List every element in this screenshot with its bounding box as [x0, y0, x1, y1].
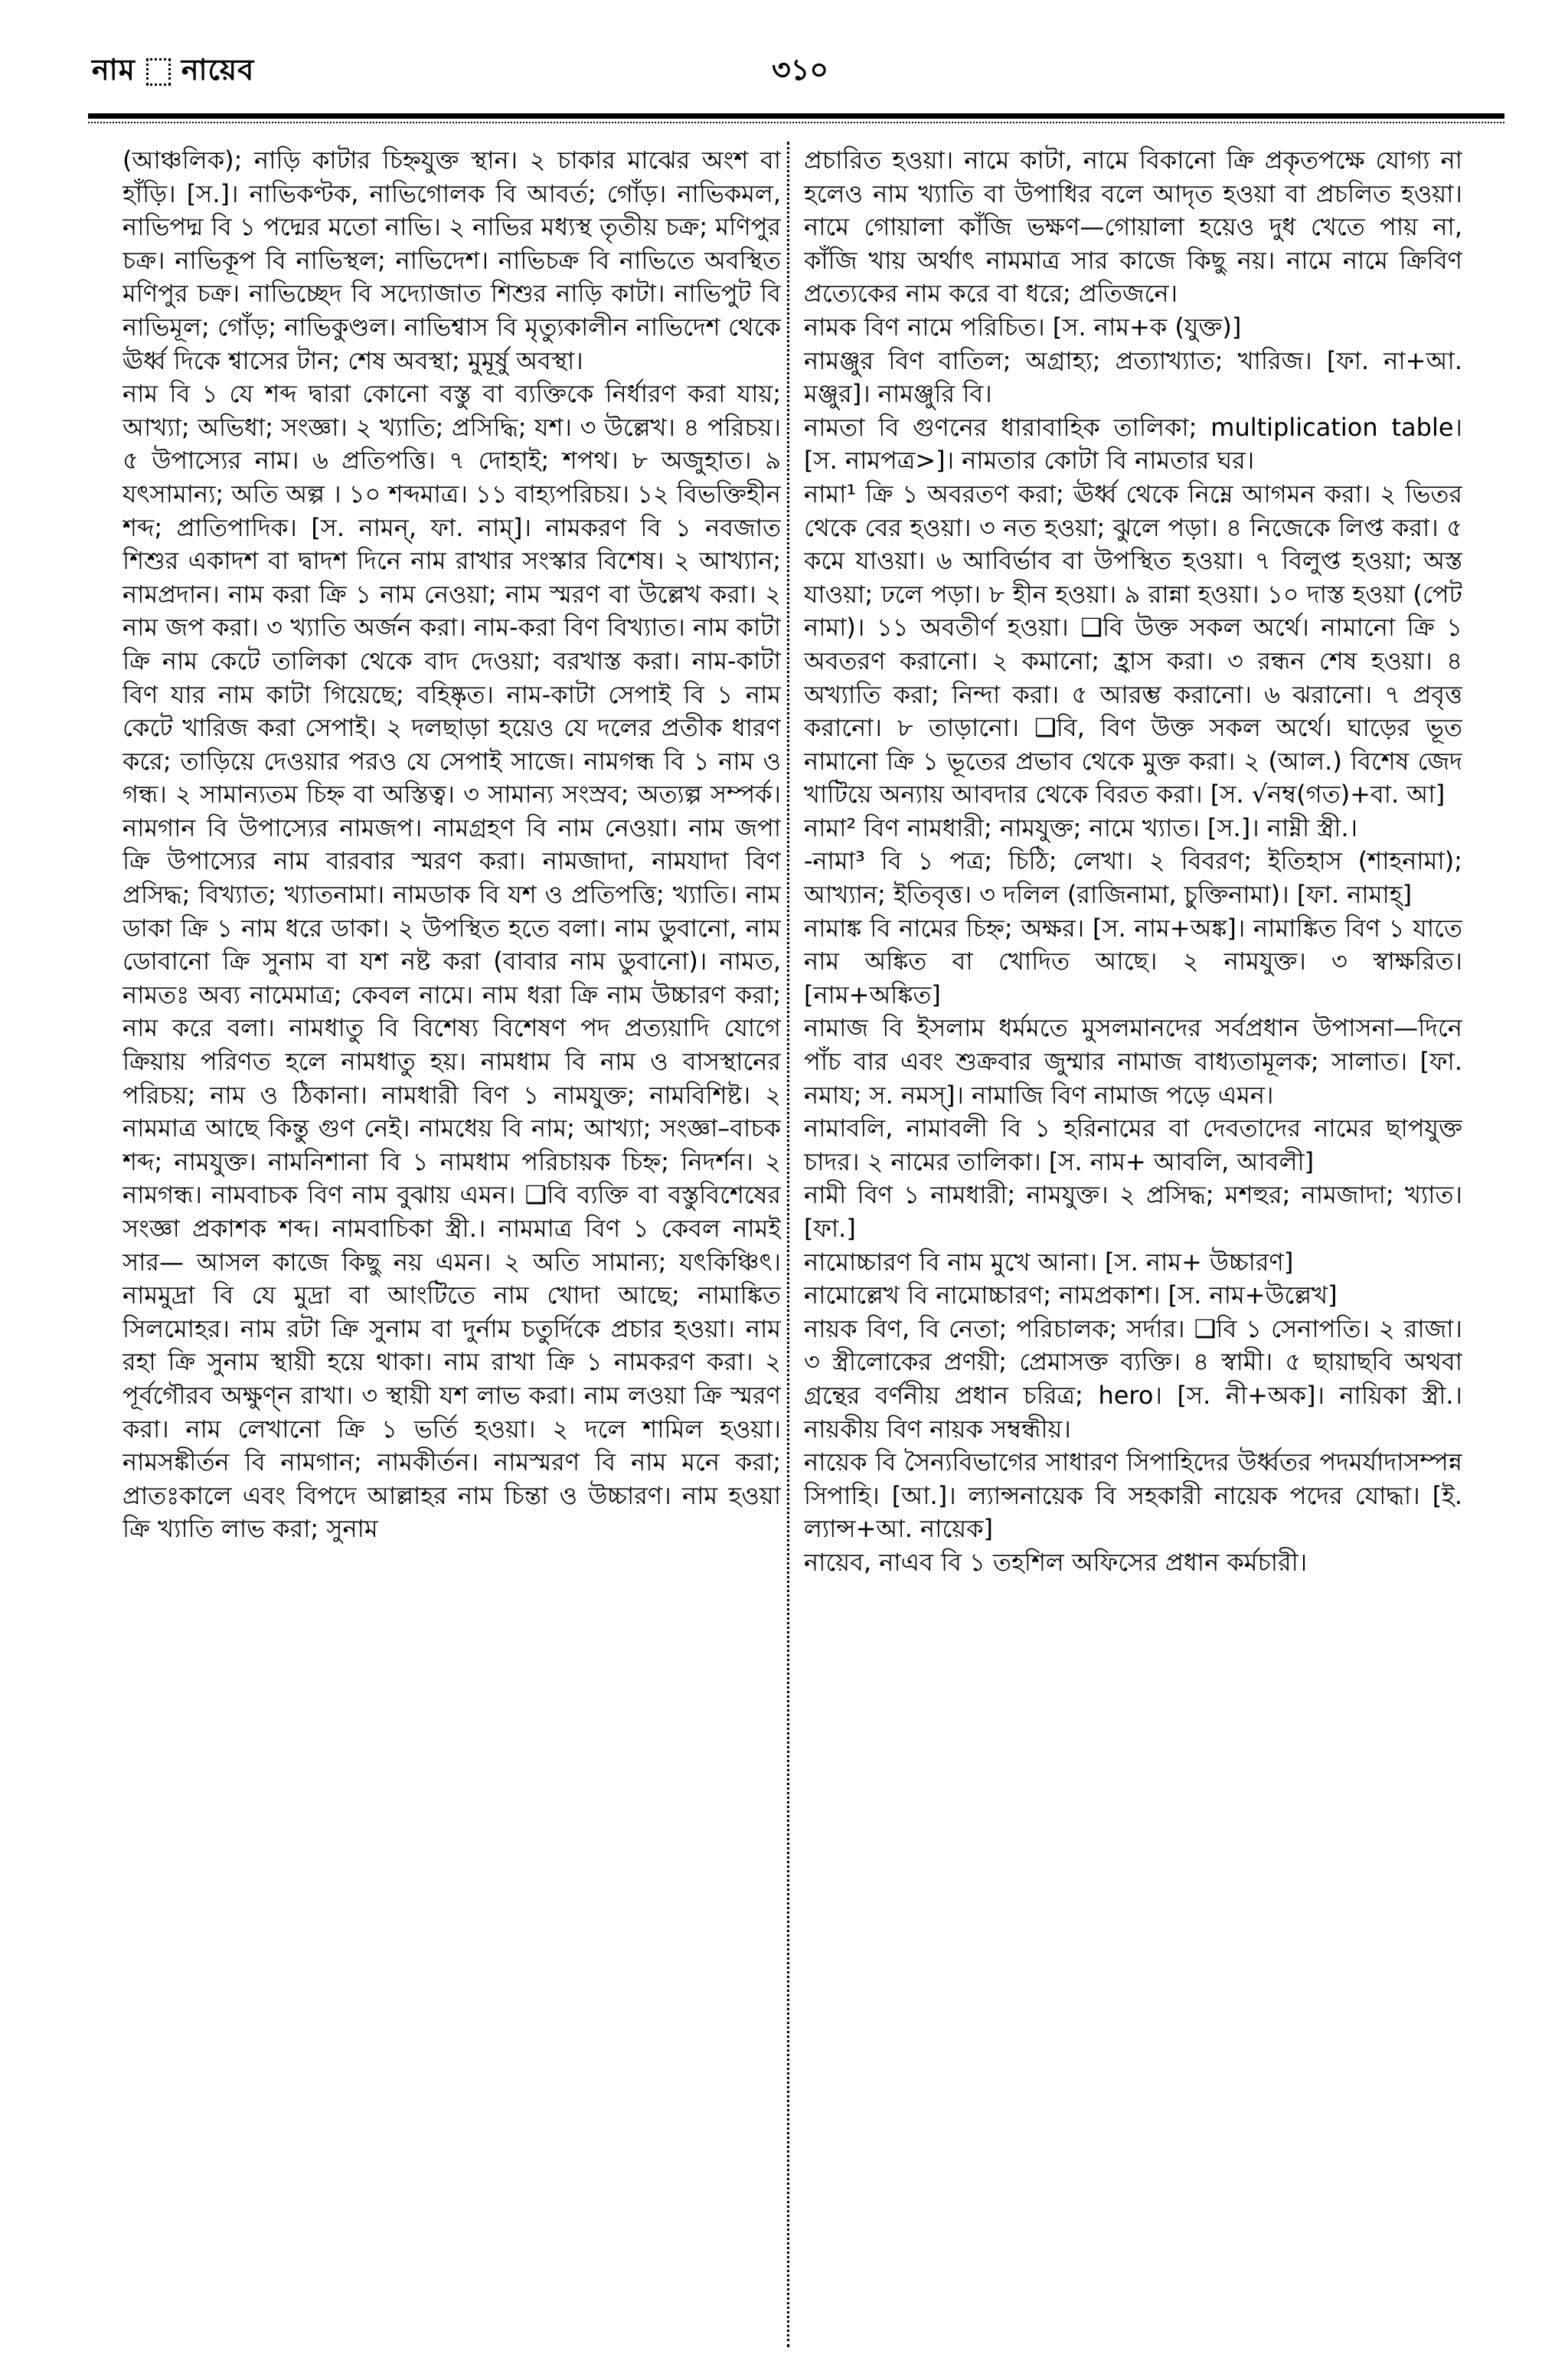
guide-word-first: নাম [92, 53, 136, 87]
page-header [0, 0, 1568, 115]
page-number: ৩১০ [772, 53, 829, 87]
dictionary-entry: নায়ক বিণ, বি নেতা; পরিচালক; সর্দার। ❑বি ১ সেনাপতি। ২ রাজা। ৩ স্ত্রীলোকের প্রণয়ী; প্রেমাসক্ত ব্যক্তি। ৪ স্বামী। ৫ ছায়াছবি অথবা গ্রন্থের বর্ণনীয় প্রধান চরিত্র; hero। [স. নী+অক]। নায়িকা স্ত্রী.। নায়কীয় বিণ নায়ক সম্বন্ধীয়। [804, 1313, 1462, 1444]
dictionary-entry: নামাঙ্ক বি নামের চিহ্ন; অক্ষর। [স. নাম+অঙ্ক]। নামাঙ্কিত বিণ ১ যাতে নাম অঙ্কিত বা খোদিত আছে। ২ নামযুক্ত। ৩ স্বাক্ষরিত। [নাম+অঙ্কিত] [804, 913, 1462, 1009]
dictionary-entry: নামী বিণ ১ নামধারী; নামযুক্ত। ২ প্রসিদ্ধ; মশহুর; নামজাদা; খ্যাত। [ফা.] [804, 1180, 1462, 1243]
dictionary-entry: -নামা³ বি ১ পত্র; চিঠি; লেখা। ২ বিবরণ; ইতিহাস (শাহনামা); আখ্যান; ইতিবৃত্ত। ৩ দলিল (রাজিনামা, চুক্তিনামা)। [ফা. নামাহ্] [804, 846, 1462, 910]
left-column [122, 144, 781, 2349]
dictionary-entry: নামা¹ ক্রি ১ অবরতণ করা; ঊর্ধ্ব থেকে নিম্নে আগমন করা। ২ ভিতর থেকে বের হওয়া। ৩ নত হওয়া; ঝুলে পড়া। ৪ নিজেকে লিপ্ত করা। ৫ কমে যাওয়া। ৬ আবির্ভাব বা উপস্থিত হওয়া। ৭ বিলুপ্ত হওয়া; অস্ত যাওয়া; ঢলে পড়া। ৮ হীন হওয়া। ৯ রান্না হওয়া। ১০ দাস্ত হওয়া (পেট নামা)। ১১ অবতীর্ণ হওয়া। ❑বি উক্ত সকল অর্থে। নামানো ক্রি ১ অবতরণ করানো। ২ কমানো; হ্রাস করা। ৩ রন্ধন শেষ হওয়া। ৪ অখ্যাতি করা; নিন্দা করা। ৫ আরম্ভ করানো। ৬ ঝরানো। ৭ প্রবৃত্ত করানো। ৮ তাড়ানো। ❑বি, বিণ উক্ত সকল অর্থে। ঘাড়ের ভূত নামানো ক্রি ১ ভূতের প্রভাব থেকে মুক্ত করা। ২ (আল.) বিশেষ জেদ খাটিয়ে অন্যায় আবদার থেকে বিরত করা। [স. √নম্ব(গত)+বা. আ] [804, 479, 1462, 809]
column-divider [787, 142, 789, 2347]
dictionary-entry: নামাজ বি ইসলাম ধর্মমতে মুসলমানদের সর্বপ্রধান উপাসনা—দিনে পাঁচ বার এবং শুক্রবার জুম্মার নামাজ বাধ্যতামূলক; সালাত। [ফা. নমায; স. নমস্]। নামাজি বিণ নামাজ পড়ে এমন। [804, 1013, 1462, 1110]
dictionary-entry: (আঞ্চলিক); নাড়ি কাটার চিহ্নযুক্ত স্থান। ২ চাকার মাঝের অংশ বা হাঁড়ি। [স.]। নাভিকণ্টক, নাভিগোলক বি আবর্ত; গোঁড়। নাভিকমল, নাভিপদ্ম বি ১ পদ্মের মতো নাভি। ২ নাভির মধ্যস্থ তৃতীয় চক্র; মণিপুর চক্র। নাভিকূপ বি নাভিস্থল; নাভিদেশ। নাভিচক্র বি নাভিতে অবস্থিত মণিপুর চক্র। নাভিচ্ছেদ বি সদ্যোজাত শিশুর নাড়ি কাটা। নাভিপুট বি নাভিমূল; গোঁড়; নাভিকুণ্ডল। নাভিশ্বাস বি মৃত্যুকালীন নাভিদেশ থেকে ঊর্ধ্ব দিকে শ্বাসের টান; শেষ অবস্থা; মুমূর্ষু অবস্থা। [122, 146, 781, 375]
dictionary-entry: প্রচারিত হওয়া। নামে কাটা, নামে বিকানো ক্রি প্রকৃতপক্ষে যোগ্য না হলেও নাম খ্যাতি বা উপাধির বলে আদৃত হওয়া বা প্রচলিত হওয়া। নামে গোয়ালা কাঁজি ভক্ষণ—গোয়ালা হয়েও দুধ খেতে পায় না, কাঁজি খায় অর্থাৎ নামমাত্র সার কাজে কিছু নয়। নামে নামে ক্রিবিণ প্রত্যেকের নাম করে বা ধরে; প্রতিজনে। [804, 146, 1462, 309]
dictionary-entry: নামঞ্জুর বিণ বাতিল; অগ্রাহ্য; প্রত্যাখ্যাত; খারিজ। [ফা. না+আ. মঞ্জুর]। নামঞ্জুরি বি। [804, 345, 1462, 409]
dictionary-entry: নায়েব, নাএব বি ১ তহশিল অফিসের প্রধান কর্মচারী। [804, 1547, 1308, 1577]
header-rule [88, 113, 1504, 128]
dictionary-entry: নামোল্লেখ বি নামোচ্চারণ; নামপ্রকাশ। [স. নাম+উল্লেখ] [804, 1280, 1338, 1310]
guide-words [92, 47, 254, 96]
dictionary-entry: নায়েক বি সৈন্যবিভাগের সাধারণ সিপাহিদের উর্ধ্বতর পদমর্যাদাসম্পন্ন সিপাহি। [আ.]। ল্যান্সনায়েক বি সহকারী নায়েক পদের যোদ্ধা। [ই. ল্যান্স+আ. নায়েক] [804, 1447, 1462, 1544]
dictionary-entry: নামা² বিণ নামধারী; নামযুক্ত; নামে খ্যাত। [স.]। নাম্নী স্ত্রী.। [804, 813, 1358, 842]
dictionary-entry: নামোচ্চারণ বি নাম মুখে আনা। [স. নাম+ উচ্চারণ] [804, 1247, 1294, 1277]
guide-word-last: নায়েব [181, 53, 255, 87]
guide-separator-box [146, 58, 171, 86]
dictionary-entry: নামতা বি গুণনের ধারাবাহিক তালিকা; multiplication table। [স. নামপত্র>]। নামতার কোটা বি নামতার ঘর। [804, 412, 1462, 476]
dictionary-entry: নাম বি ১ যে শব্দ দ্বারা কোনো বস্তু বা ব্যক্তিকে নির্ধারণ করা যায়; আখ্যা; অভিধা; সংজ্ঞা। ২ খ্যাতি; প্রসিদ্ধি; যশ। ৩ উল্লেখ। ৪ পরিচয়। ৫ উপাস্যের নাম। ৬ প্রতিপত্তি। ৭ দোহাই; শপথ। ৮ অজুহাত। ৯ যৎসামান্য; অতি অল্প । ১০ শব্দমাত্র। ১১ বাহ্যপরিচয়। ১২ বিভক্তিহীন শব্দ; প্রাতিপাদিক। [স. নামন্, ফা. নাম্]। নামকরণ বি ১ নবজাত শিশুর একাদশ বা দ্বাদশ দিনে নাম রাখার সংস্কার বিশেষ। ২ আখ্যান; নামপ্রদান। নাম করা ক্রি ১ নাম নেওয়া; নাম স্মরণ বা উল্লেখ করা। ২ নাম জপ করা। ৩ খ্যাতি অর্জন করা। নাম-করা বিণ বিখ্যাত। নাম কাটা ক্রি নাম কেটে তালিকা থেকে বাদ দেওয়া; বরখাস্ত করা। নাম-কাটা বিণ যার নাম কাটা গিয়েছে; বহিষ্কৃত। নাম-কাটা সেপাই বি ১ নাম কেটে খারিজ করা সেপাই। ২ দলছাড়া হয়েও যে দলের প্রতীক ধারণ করে; তাড়িয়ে দেওয়ার পরও যে সেপাই সাজে। নামগন্ধ বি ১ নাম ও গন্ধ। ২ সামান্যতম চিহ্ন বা অস্তিত্ব। ৩ সামান্য সংস্রব; অত্যল্প সম্পর্ক। নামগান বি উপাস্যের নামজপ। নামগ্রহণ বি নাম নেওয়া। নাম জপা ক্রি উপাস্যের নাম বারবার স্মরণ করা। নামজাদা, নামযাদা বিণ প্রসিদ্ধ; বিখ্যাত; খ্যাতনামা। নামডাক বি যশ ও প্রতিপত্তি; খ্যাতি। নাম ডাকা ক্রি ১ নাম ধরে ডাকা। ২ উপস্থিত হতে বলা। নাম ডুবানো, নাম ডোবানো ক্রি সুনাম বা যশ নষ্ট করা (বাবার নাম ডুবানো)। নামত, নামতঃ অব্য নামেমাত্র; কেবল নামে। নাম ধরা ক্রি নাম উচ্চারণ করা; নাম করে বলা। নামধাতু বি বিশেষ্য বিশেষণ পদ প্রত্যয়াদি যোগে ক্রিয়ায় পরিণত হলে নামধাতু হয়। নামধাম বি নাম ও বাসস্থানের পরিচয়; নাম ও ঠিকানা। নামধারী বিণ ১ নামযুক্ত; নামবিশিষ্ট। ২ নামমাত্র আছে কিন্তু গুণ নেই। নামধেয় বি নাম; আখ্যা; সংজ্ঞা–বাচক শব্দ; নামযুক্ত। নামনিশানা বি ১ নামধাম পরিচায়ক চিহ্ন; নিদর্শন। ২ নামগন্ধ। নামবাচক বিণ নাম বুঝায় এমন। ❑বি ব্যক্তি বা বস্তুবিশেষের সংজ্ঞা প্রকাশক শব্দ। নামবাচিকা স্ত্রী.। নামমাত্র বিণ ১ কেবল নামই সার— আসল কাজে কিছু নয় এমন। ২ অতি সামান্য; যৎকিঞ্চিৎ। নামমুদ্রা বি যে মুদ্রা বা আংটিতে নাম খোদা আছে; নামাঙ্কিত সিলমোহর। নাম রটা ক্রি সুনাম বা দুর্নাম চতুর্দিকে প্রচার হওয়া। নাম রহা ক্রি সুনাম স্থায়ী হয়ে থাকা। নাম রাখা ক্রি ১ নামকরণ করা। ২ পূর্বগৌরব অক্ষুণ্ন রাখা। ৩ স্থায়ী যশ লাভ করা। নাম লওয়া ক্রি স্মরণ করা। নাম লেখানো ক্রি ১ ভর্তি হওয়া। ২ দলে শামিল হওয়া। নামসঙ্কীর্তন বি নামগান; নামকীর্তন। নামস্মরণ বি নাম মনে করা; প্রাতঃকালে এবং বিপদে আল্লাহর নাম চিন্তা ও উচ্চারণ। নাম হওয়া ক্রি খ্যাতি লাভ করা; সুনাম [122, 379, 781, 1544]
dictionary-entry: নামাবলি, নামাবলী বি ১ হরিনামের বা দেবতাদের নামের ছাপযুক্ত চাদর। ২ নামের তালিকা। [স. নাম+ আবলি, আবলী] [804, 1113, 1462, 1176]
right-column [804, 144, 1462, 2349]
dictionary-entry: নামক বিণ নামে পরিচিত। [স. নাম+ক (যুক্ত)] [804, 312, 1242, 342]
